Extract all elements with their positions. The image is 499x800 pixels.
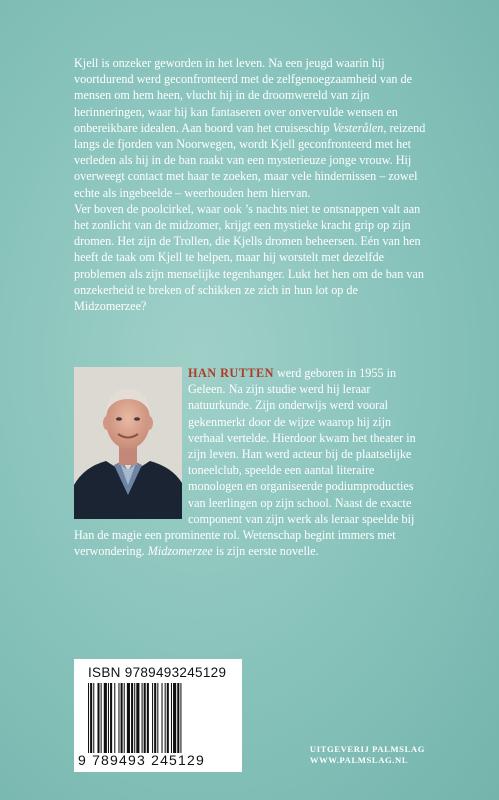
blurb-text: , reizend langs de fjorden van Noorwegen, wordt Kjell geconfronteerd met het verleden als hij in de ban raakt van een mysterieuze jonge vrouw. Hij overweegt contact met haar te zoeken, maar vele hindernissen – zowel echte als ingebeelde – weerhouden hem hiervan. [74, 120, 426, 200]
author-section [74, 365, 429, 590]
publisher [310, 744, 425, 766]
blurb-paragraph-1 [74, 55, 429, 201]
book-title: Midzomerzee [147, 544, 213, 559]
barcode-box [74, 659, 242, 772]
author-name: HAN RUTTEN [188, 366, 274, 380]
bio-text: werd geboren in 1955 in Geleen. Na zijn studie werd hij leraar natuurkunde. Zijn onderwijs werd vooral gekenmerkt door de wijze waarop hij zijn verhaal vertelde. Hierdoor kwam het theater in zijn leven. Han werd acteur bij de plaatselijke toneelclub, speelde een aantal literaire monologen en organiseerde podiumproducties van leerlingen op zijn school. Naast de exacte component van zijn werk als leraar speelde bij Han de magie een prominente rol. Wetenschap begint immers met verwondering. [74, 366, 416, 559]
ship-name: Vesterålen [332, 120, 384, 135]
barcode-icon [88, 683, 234, 757]
publisher-name: UITGEVERIJ PALMSLAG [309, 744, 425, 754]
author-bio [74, 365, 429, 559]
blurb [74, 55, 429, 314]
bio-text: is zijn eerste novelle. [212, 544, 319, 559]
publisher-website: WWW.PALMSLAG.NL [309, 755, 409, 765]
blurb-text: Kjell is onzeker geworden in het leven. Na een jeugd waarin hij voortdurend werd geconfronteerd met de zelfgenoegzaamheid van de mensen om hem heen, vlucht hij in de droomwereld van zijn herinneringen, waar hij kan fantaseren over onvervulde wensen en onbereikbare idealen. Aan boord van het cruiseschip [74, 56, 413, 135]
blurb-paragraph-2: Ver boven de poolcirkel, waar ook ’s nachts niet te ontsnappen valt aan het zonlicht van de midzomer, krijgt een mystieke kracht grip op zijn dromen. Het zijn de Trollen, die Kjells dromen beheersen. Eén van hen heeft de taak om Kjell te helpen, maar hij worstelt met dezelfde problemen als zijn menselijke tegenhanger. Lukt het hen om de ban van onzekerheid te breken of schikken ze zich in hun lot op de Midzomerzee? [74, 201, 424, 314]
barcode-digits: 9 789493 245129 [78, 752, 205, 768]
isbn-label: ISBN 9789493245129 [88, 665, 227, 680]
